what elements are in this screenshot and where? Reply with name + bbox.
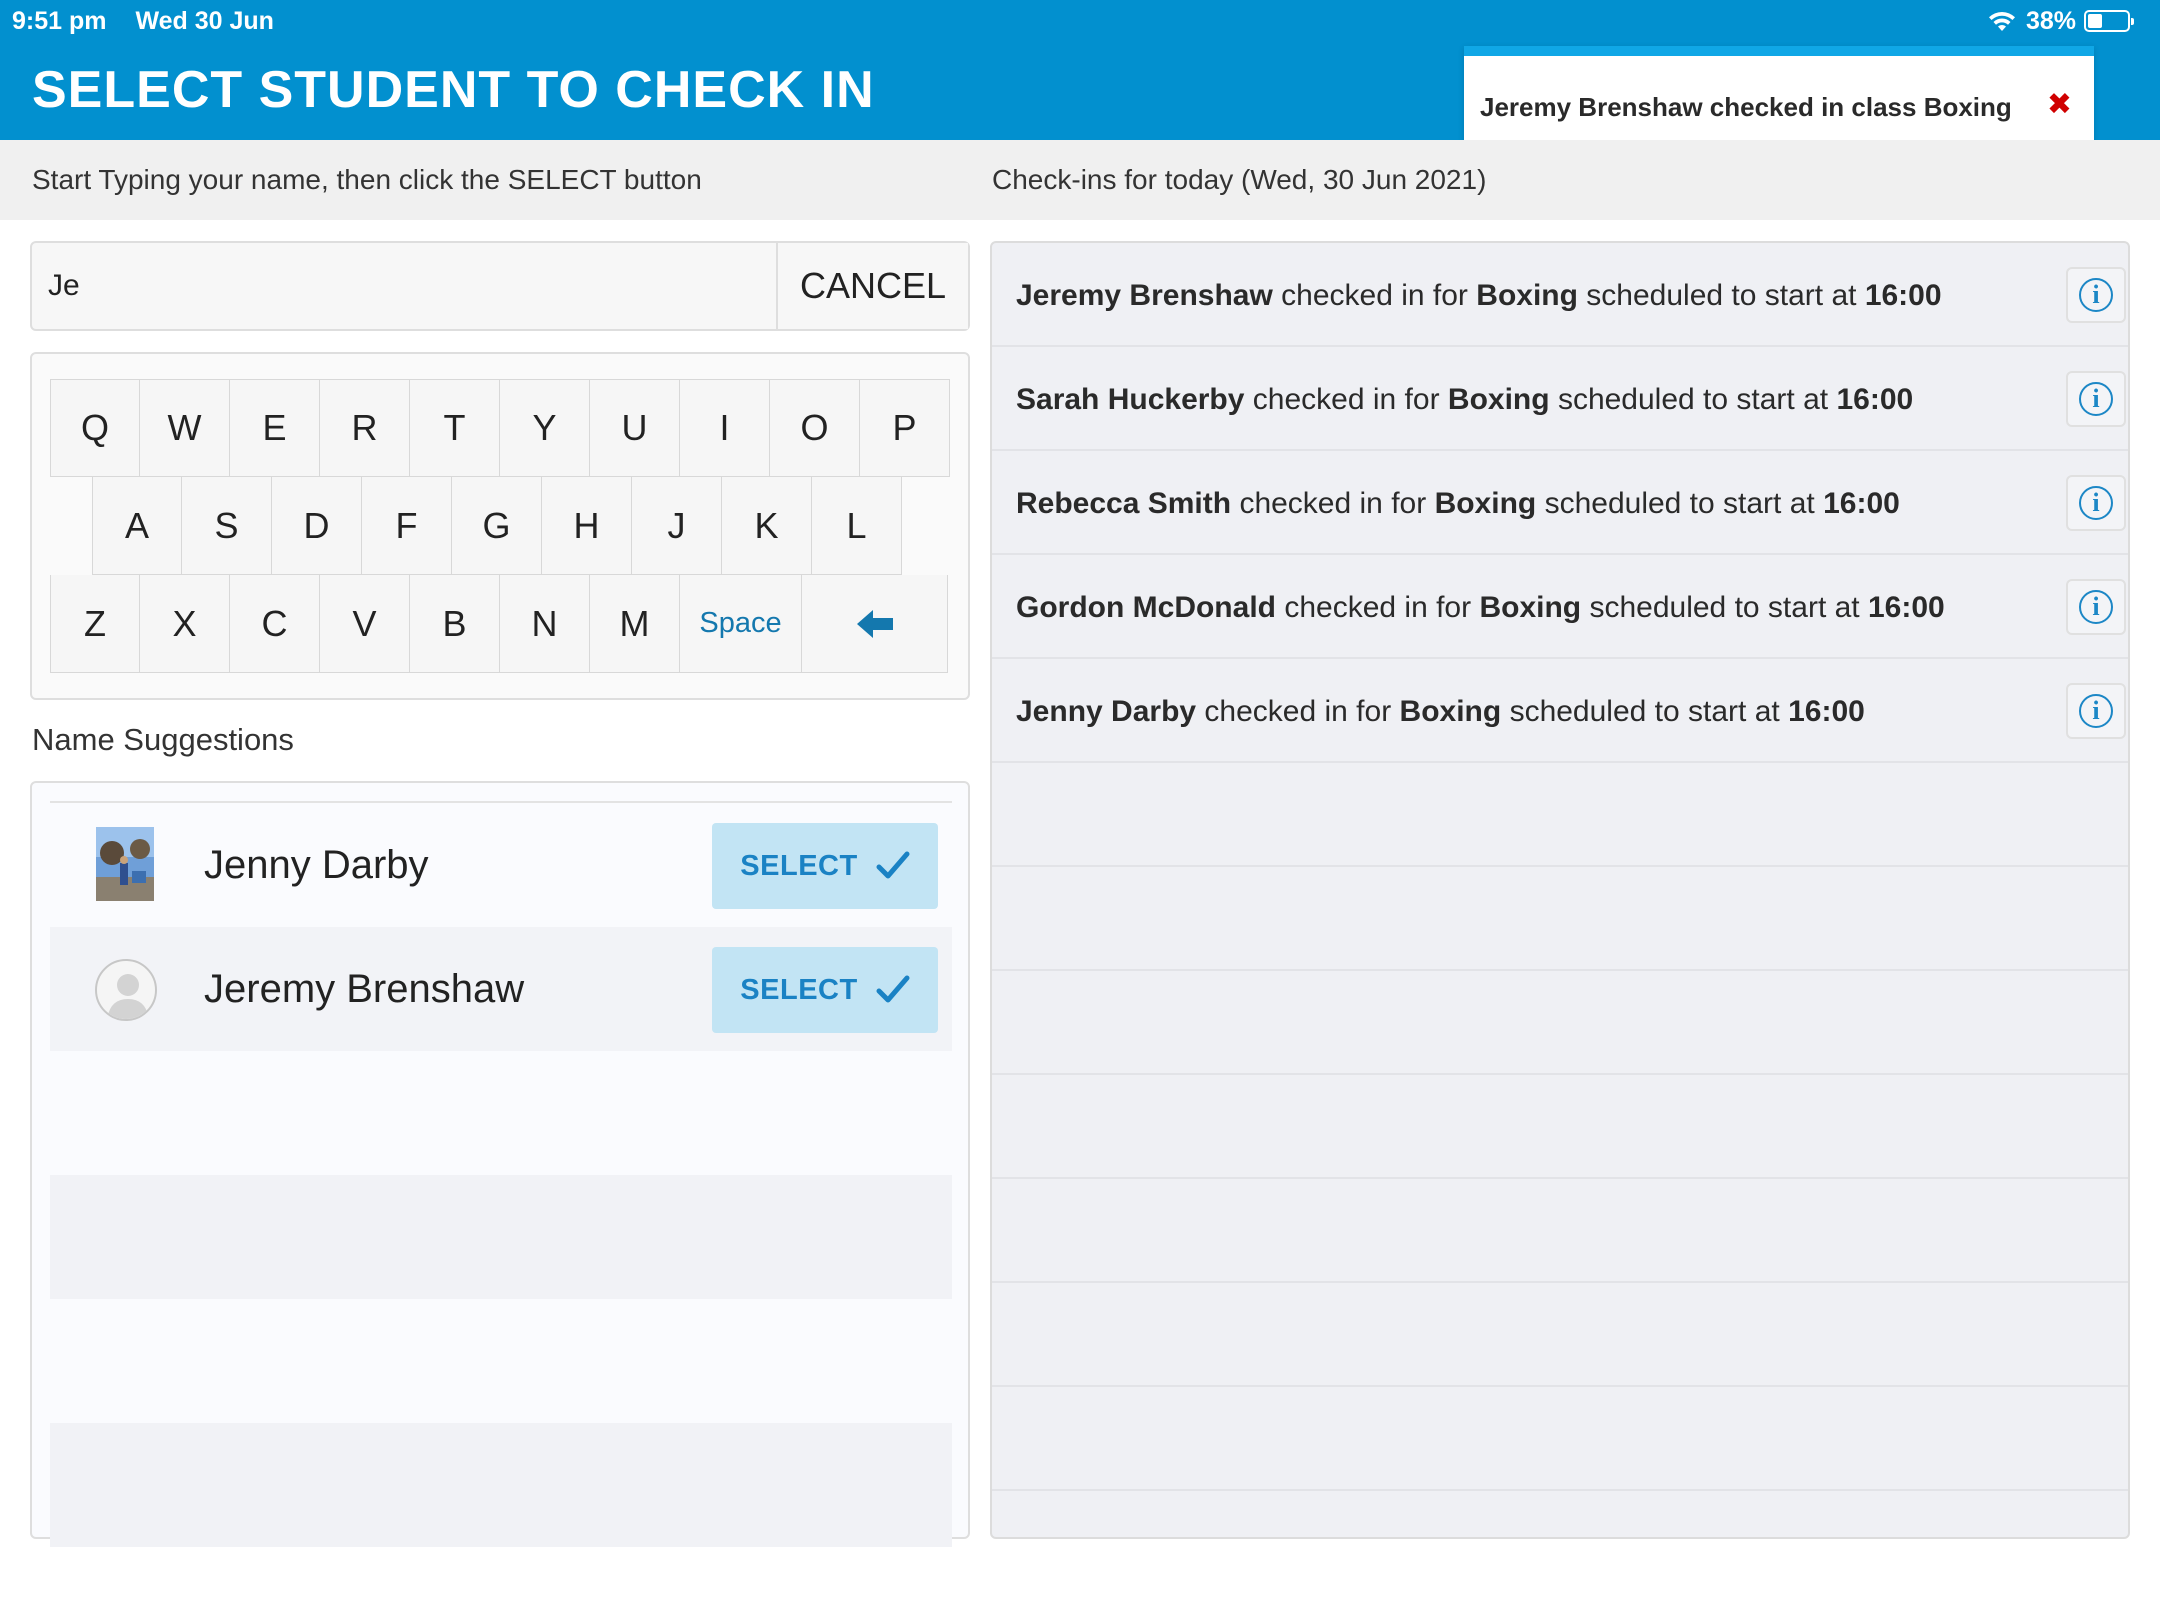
key-q[interactable]: Q: [50, 379, 140, 477]
empty-checkin-row: [992, 763, 2128, 867]
key-j[interactable]: J: [632, 477, 722, 575]
key-m[interactable]: M: [590, 575, 680, 673]
wifi-icon: [1986, 9, 2018, 33]
on-screen-keyboard: [30, 352, 970, 700]
default-avatar-icon: [95, 959, 157, 1021]
checkin-row: [992, 555, 2128, 659]
empty-checkin-row: [992, 867, 2128, 971]
key-t[interactable]: T: [410, 379, 500, 477]
name-search-input[interactable]: [32, 243, 776, 329]
key-backspace[interactable]: [802, 575, 948, 673]
select-label: SELECT: [740, 849, 858, 882]
checkin-time: 16:00: [1867, 591, 1945, 624]
info-icon: i: [2079, 486, 2113, 520]
key-h[interactable]: H: [542, 477, 632, 575]
info-button[interactable]: [2066, 683, 2126, 739]
select-button[interactable]: [712, 947, 938, 1033]
checkin-connector: checked in for: [1284, 591, 1472, 624]
toast-message: Jeremy Brenshaw checked in class Boxing: [1480, 92, 2012, 122]
select-label: SELECT: [740, 973, 858, 1006]
empty-checkin-row: [992, 1387, 2128, 1491]
checkin-class: Boxing: [1479, 591, 1582, 624]
info-icon: i: [2079, 278, 2113, 312]
status-bar-left: [12, 4, 296, 38]
empty-checkin-row: [992, 1179, 2128, 1283]
empty-checkin-row: [992, 971, 2128, 1075]
checkin-text: [1016, 591, 1945, 625]
info-button[interactable]: [2066, 475, 2126, 531]
suggestion-name: Jenny Darby: [204, 843, 429, 887]
checkin-class: Boxing: [1447, 383, 1550, 416]
key-n[interactable]: N: [500, 575, 590, 673]
suggestion-name: Jeremy Brenshaw: [204, 967, 525, 1011]
battery-percent: 38%: [2025, 6, 2076, 35]
checkin-class: Boxing: [1434, 487, 1537, 520]
select-button[interactable]: [712, 823, 938, 909]
key-a[interactable]: A: [92, 477, 182, 575]
backspace-arrow-icon: [855, 607, 895, 641]
key-i[interactable]: I: [680, 379, 770, 477]
key-r[interactable]: R: [320, 379, 410, 477]
checkin-time: 16:00: [1836, 383, 1914, 416]
checkmark-icon: [876, 975, 910, 1005]
instructions-text: Start Typing your name, then click the SELECT button: [32, 164, 702, 195]
info-icon: i: [2079, 590, 2113, 624]
status-date: Wed 30 Jun: [135, 7, 274, 35]
avatar-photo: [96, 827, 154, 901]
checkin-student: Rebecca Smith: [1016, 487, 1232, 520]
checkin-row: [992, 659, 2128, 763]
checkin-time: 16:00: [1864, 279, 1942, 312]
checkin-text: [1016, 279, 1942, 313]
checkin-student: Jeremy Brenshaw: [1016, 279, 1273, 312]
info-icon: i: [2079, 694, 2113, 728]
checkin-text: [1016, 487, 1900, 521]
checkin-connector: scheduled to start at: [1557, 383, 1829, 416]
checkin-student: Sarah Huckerby: [1016, 383, 1245, 416]
subheader: [0, 140, 2160, 220]
info-button[interactable]: [2066, 371, 2126, 427]
checkin-time: 16:00: [1823, 487, 1900, 520]
checkin-student: Jenny Darby: [1016, 695, 1197, 728]
checkins-list: [990, 241, 2130, 1539]
key-s[interactable]: S: [182, 477, 272, 575]
checkin-connector: scheduled to start at: [1586, 279, 1857, 312]
checkin-connector: scheduled to start at: [1544, 487, 1815, 520]
key-c[interactable]: C: [230, 575, 320, 673]
checkin-student: Gordon McDonald: [1016, 591, 1276, 624]
info-icon: i: [2079, 382, 2113, 416]
info-button[interactable]: [2066, 579, 2126, 635]
close-icon[interactable]: ✖: [2046, 88, 2072, 121]
keyboard-row-2: [92, 477, 902, 575]
key-b[interactable]: B: [410, 575, 500, 673]
key-space[interactable]: Space: [680, 575, 802, 673]
key-x[interactable]: X: [140, 575, 230, 673]
key-v[interactable]: V: [320, 575, 410, 673]
checkin-text: [1016, 695, 1865, 729]
checkin-row: [992, 451, 2128, 555]
page-title: SELECT STUDENT TO CHECK IN: [32, 61, 875, 119]
checkin-connector: checked in for: [1204, 695, 1392, 728]
checkin-connector: checked in for: [1239, 487, 1427, 520]
suggestion-row: [50, 803, 952, 927]
key-u[interactable]: U: [590, 379, 680, 477]
empty-checkin-row: [992, 1075, 2128, 1179]
key-y[interactable]: Y: [500, 379, 590, 477]
key-g[interactable]: G: [452, 477, 542, 575]
suggestion-row: [50, 927, 952, 1051]
search-bar: [30, 241, 970, 331]
key-o[interactable]: O: [770, 379, 860, 477]
battery-icon: [2084, 10, 2130, 32]
empty-suggestion-row: [50, 1175, 952, 1299]
key-w[interactable]: W: [140, 379, 230, 477]
empty-checkin-row: [992, 1283, 2128, 1387]
checkin-class: Boxing: [1399, 695, 1502, 728]
suggestions-list: [50, 801, 952, 1547]
info-button[interactable]: [2066, 267, 2126, 323]
name-suggestions-panel: [30, 781, 970, 1539]
checkin-connector: checked in for: [1281, 279, 1468, 312]
empty-suggestion-row: [50, 1299, 952, 1423]
checkin-connector: scheduled to start at: [1509, 695, 1780, 728]
checkin-row: [992, 243, 2128, 347]
checkin-time: 16:00: [1788, 695, 1865, 728]
keyboard-row-1: [50, 379, 950, 477]
status-bar-right: [1986, 4, 2130, 38]
checkin-connector: scheduled to start at: [1589, 591, 1860, 624]
checkmark-icon: [876, 851, 910, 881]
checkin-text: [1016, 383, 1913, 417]
checkin-row: [992, 347, 2128, 451]
key-e[interactable]: E: [230, 379, 320, 477]
key-z[interactable]: Z: [50, 575, 140, 673]
name-suggestions-label: Name Suggestions: [32, 722, 294, 757]
status-time: 9:51 pm: [12, 7, 107, 35]
key-d[interactable]: D: [272, 477, 362, 575]
empty-suggestion-row: [50, 1423, 952, 1547]
checkin-connector: checked in for: [1252, 383, 1440, 416]
key-f[interactable]: F: [362, 477, 452, 575]
cancel-button[interactable]: CANCEL: [776, 243, 968, 329]
key-l[interactable]: L: [812, 477, 902, 575]
checkin-class: Boxing: [1476, 279, 1578, 312]
checkins-title: Check-ins for today (Wed, 30 Jun 2021): [992, 164, 1487, 195]
key-k[interactable]: K: [722, 477, 812, 575]
key-p[interactable]: P: [860, 379, 950, 477]
keyboard-row-3: [50, 575, 948, 673]
empty-suggestion-row: [50, 1051, 952, 1175]
